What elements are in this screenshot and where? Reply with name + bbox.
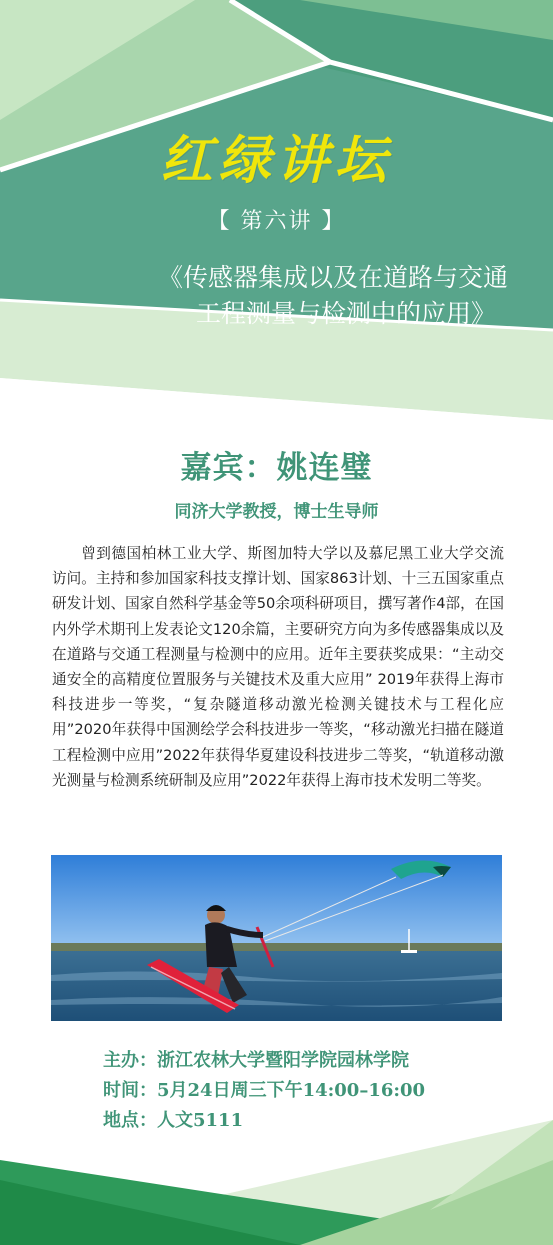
topic-line-1: 《传感器集成以及在道路与交通 (158, 263, 509, 292)
lecture-number: 【 第六讲 】 (207, 209, 346, 234)
speaker-photo (51, 855, 502, 1021)
place-info: 地点：人文5111 (103, 1110, 244, 1131)
organizer-info: 主办：浙江农林大学暨阳学院园林学院 (103, 1050, 409, 1071)
topic-line-2: 工程测量与检测中的应用》 (196, 299, 497, 328)
bottom-decoration (0, 1120, 553, 1245)
time-info: 时间：5月24日周三下午14:00–16:00 (103, 1080, 426, 1101)
speaker-name: 嘉宾：姚连璧 (180, 450, 373, 486)
series-title: 红绿讲坛 (160, 130, 393, 191)
speaker-bio: 曾到德国柏林工业大学、斯图加特大学以及慕尼黑工业大学交流访问。主持和参加国家科技支撑计划、国家863计划、十三五国家重点研发计划、国家自然科学基金等50余项科研项目，撰写著作4部，在国内外学术期刊上发表论文120余篇，主要研究方向为多传感器集成以及在道路与交通工程测量与检测中的应用。近年主要获奖成果：“主动交通安全的高精度位置服务与关键技术及重大应用” 2019年获得上海市科技进步一等奖，“复杂隧道移动激光检测关键技术与工程化应用”2020年获得中国测绘学会科技进步一等奖，“移动激光扫描在隧道工程检测中应用”2022年获得华夏建设科技进步二等奖，“轨道移动激光测量与检测系统研制及应用”2022年获得上海市技术发明二等奖。 (52, 545, 504, 789)
speaker-title: 同济大学教授，博士生导师 (174, 502, 379, 522)
